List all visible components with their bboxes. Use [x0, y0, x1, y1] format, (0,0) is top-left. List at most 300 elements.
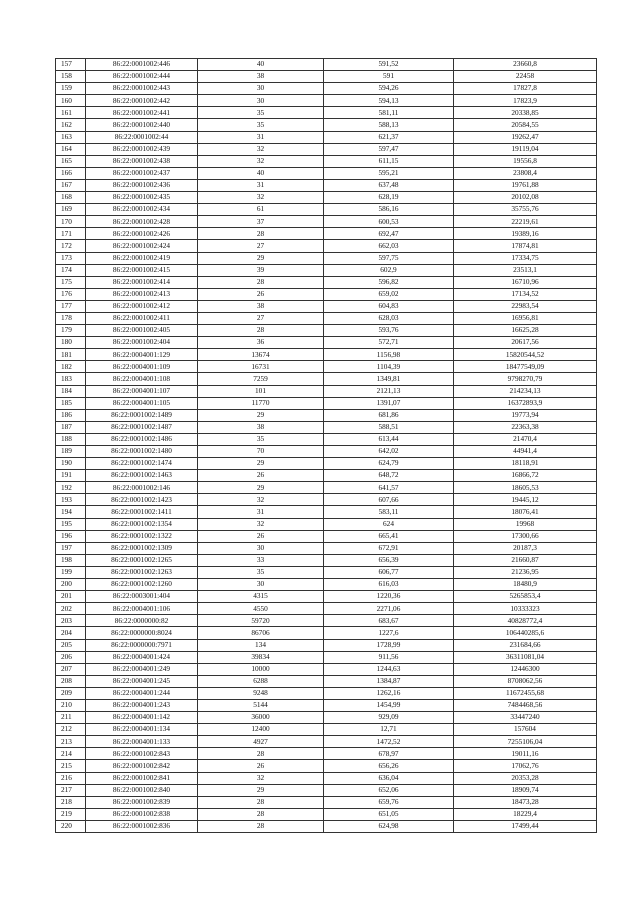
value-cell: 17062,76: [454, 760, 597, 772]
cadastral-number-cell: 86:22:0001002:1463: [86, 470, 198, 482]
row-number-cell: 162: [56, 119, 86, 131]
value-cell: 19761,88: [454, 179, 597, 191]
cadastral-number-cell: 86:22:0004001:244: [86, 687, 198, 699]
cadastral-number-cell: 86:22:0004001:133: [86, 736, 198, 748]
table-row: [56, 264, 597, 276]
area-cell: 4315: [198, 591, 324, 603]
rate-cell: 583,11: [324, 506, 454, 518]
value-cell: 21236,95: [454, 566, 597, 578]
rate-cell: 611,15: [324, 155, 454, 167]
value-cell: 19262,47: [454, 131, 597, 143]
rate-cell: 593,76: [324, 325, 454, 337]
rate-cell: 637,48: [324, 179, 454, 191]
cadastral-number-cell: 86:22:0004001:243: [86, 699, 198, 711]
area-cell: 38: [198, 421, 324, 433]
area-cell: 29: [198, 482, 324, 494]
value-cell: 22458: [454, 71, 597, 83]
cadastral-number-cell: 86:22:0001002:836: [86, 820, 198, 832]
table-row: [56, 579, 597, 591]
area-cell: 31: [198, 179, 324, 191]
cadastral-number-cell: 86:22:0004001:107: [86, 385, 198, 397]
cadastral-number-cell: 86:22:0001002:1354: [86, 518, 198, 530]
table-row: [56, 349, 597, 361]
cadastral-number-cell: 86:22:0001002:1309: [86, 542, 198, 554]
area-cell: 36: [198, 337, 324, 349]
table-row: [56, 216, 597, 228]
rate-cell: 616,03: [324, 579, 454, 591]
value-cell: 15820544,52: [454, 349, 597, 361]
row-number-cell: 161: [56, 107, 86, 119]
cadastral-number-cell: 86:22:0001002:839: [86, 796, 198, 808]
rate-cell: 1454,99: [324, 699, 454, 711]
cadastral-number-cell: 86:22:0001002:444: [86, 71, 198, 83]
value-cell: 10333323: [454, 603, 597, 615]
table-row: [56, 518, 597, 530]
area-cell: 35: [198, 119, 324, 131]
cadastral-number-cell: 86:22:0001002:434: [86, 204, 198, 216]
cadastral-number-cell: 86:22:0004001:109: [86, 361, 198, 373]
table-row: [56, 252, 597, 264]
cadastral-number-cell: 86:22:0001002:1322: [86, 530, 198, 542]
area-cell: 16731: [198, 361, 324, 373]
table-row: [56, 204, 597, 216]
area-cell: 35: [198, 566, 324, 578]
cadastral-number-cell: 86:22:0001002:1489: [86, 409, 198, 421]
area-cell: 86706: [198, 627, 324, 639]
cadastral-number-cell: 86:22:0004001:134: [86, 724, 198, 736]
area-cell: 70: [198, 446, 324, 458]
table-row: [56, 808, 597, 820]
row-number-cell: 219: [56, 808, 86, 820]
table-row: [56, 566, 597, 578]
table-row: [56, 591, 597, 603]
row-number-cell: 213: [56, 736, 86, 748]
rate-cell: 628,03: [324, 312, 454, 324]
table-row: [56, 433, 597, 445]
table-row: [56, 192, 597, 204]
row-number-cell: 220: [56, 820, 86, 832]
row-number-cell: 176: [56, 288, 86, 300]
value-cell: 16372893,9: [454, 397, 597, 409]
row-number-cell: 167: [56, 179, 86, 191]
value-cell: 44941,4: [454, 446, 597, 458]
cadastral-number-cell: 86:22:0001002:419: [86, 252, 198, 264]
cadastral-number-cell: 86:22:0001002:443: [86, 83, 198, 95]
rate-cell: 672,91: [324, 542, 454, 554]
cadastral-number-cell: 86:22:0001002:404: [86, 337, 198, 349]
row-number-cell: 159: [56, 83, 86, 95]
rate-cell: 597,75: [324, 252, 454, 264]
table-row: [56, 458, 597, 470]
cadastral-number-cell: 86:22:0001002:405: [86, 325, 198, 337]
cadastral-number-cell: 86:22:0001002:424: [86, 240, 198, 252]
area-cell: 26: [198, 760, 324, 772]
rate-cell: 607,66: [324, 494, 454, 506]
row-number-cell: 200: [56, 579, 86, 591]
area-cell: 35: [198, 433, 324, 445]
row-number-cell: 174: [56, 264, 86, 276]
row-number-cell: 206: [56, 651, 86, 663]
value-cell: 23808,4: [454, 167, 597, 179]
area-cell: 6288: [198, 675, 324, 687]
cadastral-number-cell: 86:22:0001002:442: [86, 95, 198, 107]
table-row: [56, 167, 597, 179]
area-cell: 38: [198, 300, 324, 312]
rate-cell: 648,72: [324, 470, 454, 482]
row-number-cell: 196: [56, 530, 86, 542]
value-cell: 21660,87: [454, 554, 597, 566]
table-row: [56, 699, 597, 711]
cadastral-number-cell: 86:22:0001002:439: [86, 143, 198, 155]
table-row: [56, 760, 597, 772]
value-cell: 20187,3: [454, 542, 597, 554]
table-row: [56, 312, 597, 324]
value-cell: 19556,8: [454, 155, 597, 167]
table-row: [56, 712, 597, 724]
row-number-cell: 181: [56, 349, 86, 361]
value-cell: 20584,55: [454, 119, 597, 131]
area-cell: 28: [198, 748, 324, 760]
table-row: [56, 724, 597, 736]
table-row: [56, 337, 597, 349]
table-row: [56, 675, 597, 687]
cadastral-number-cell: 86:22:0001002:414: [86, 276, 198, 288]
row-number-cell: 203: [56, 615, 86, 627]
table-row: [56, 615, 597, 627]
cadastral-number-cell: 86:22:0001002:435: [86, 192, 198, 204]
rate-cell: 662,03: [324, 240, 454, 252]
row-number-cell: 184: [56, 385, 86, 397]
rate-cell: 1156,98: [324, 349, 454, 361]
cadastral-number-cell: 86:22:0001002:438: [86, 155, 198, 167]
row-number-cell: 198: [56, 554, 86, 566]
cadastral-number-cell: 86:22:0000000:82: [86, 615, 198, 627]
value-cell: 16710,96: [454, 276, 597, 288]
area-cell: 28: [198, 796, 324, 808]
rate-cell: 656,26: [324, 760, 454, 772]
cadastral-number-cell: 86:22:0001002:1263: [86, 566, 198, 578]
area-cell: 9248: [198, 687, 324, 699]
table-row: [56, 71, 597, 83]
area-cell: 59720: [198, 615, 324, 627]
rate-cell: 1384,87: [324, 675, 454, 687]
value-cell: 8708062,56: [454, 675, 597, 687]
value-cell: 35755,76: [454, 204, 597, 216]
table-row: [56, 276, 597, 288]
area-cell: 37: [198, 216, 324, 228]
cadastral-number-cell: 86:22:0004001:129: [86, 349, 198, 361]
row-number-cell: 194: [56, 506, 86, 518]
rate-cell: 597,47: [324, 143, 454, 155]
rate-cell: 659,02: [324, 288, 454, 300]
rate-cell: 602,9: [324, 264, 454, 276]
cadastral-number-cell: 86:22:0001002:842: [86, 760, 198, 772]
row-number-cell: 169: [56, 204, 86, 216]
table-row: [56, 627, 597, 639]
row-number-cell: 163: [56, 131, 86, 143]
rate-cell: 659,76: [324, 796, 454, 808]
value-cell: 19445,12: [454, 494, 597, 506]
area-cell: 101: [198, 385, 324, 397]
area-cell: 32: [198, 772, 324, 784]
row-number-cell: 189: [56, 446, 86, 458]
area-cell: 29: [198, 252, 324, 264]
row-number-cell: 195: [56, 518, 86, 530]
table-row: [56, 421, 597, 433]
rate-cell: 1728,99: [324, 639, 454, 651]
area-cell: 28: [198, 228, 324, 240]
area-cell: 30: [198, 95, 324, 107]
value-cell: 22983,54: [454, 300, 597, 312]
area-cell: 13674: [198, 349, 324, 361]
area-cell: 29: [198, 409, 324, 421]
cadastral-number-cell: 86:22:0001002:1480: [86, 446, 198, 458]
table-row: [56, 288, 597, 300]
row-number-cell: 171: [56, 228, 86, 240]
table-row: [56, 506, 597, 518]
table-row: [56, 240, 597, 252]
cadastral-number-cell: 86:22:0001002:1487: [86, 421, 198, 433]
value-cell: 20102,08: [454, 192, 597, 204]
rate-cell: 12,71: [324, 724, 454, 736]
row-number-cell: 199: [56, 566, 86, 578]
row-number-cell: 187: [56, 421, 86, 433]
cadastral-number-cell: 86:22:0001002:415: [86, 264, 198, 276]
rate-cell: 595,21: [324, 167, 454, 179]
area-cell: 32: [198, 155, 324, 167]
rate-cell: 600,53: [324, 216, 454, 228]
value-cell: 33447240: [454, 712, 597, 724]
value-cell: 11672455,68: [454, 687, 597, 699]
rate-cell: 586,16: [324, 204, 454, 216]
area-cell: 28: [198, 325, 324, 337]
rate-cell: 681,86: [324, 409, 454, 421]
row-number-cell: 188: [56, 433, 86, 445]
row-number-cell: 207: [56, 663, 86, 675]
rate-cell: 1104,39: [324, 361, 454, 373]
rate-cell: 588,51: [324, 421, 454, 433]
area-cell: 30: [198, 83, 324, 95]
table-row: [56, 796, 597, 808]
table-row: [56, 663, 597, 675]
area-cell: 29: [198, 784, 324, 796]
table-row: [56, 228, 597, 240]
row-number-cell: 172: [56, 240, 86, 252]
row-number-cell: 214: [56, 748, 86, 760]
rate-cell: 588,13: [324, 119, 454, 131]
value-cell: 19011,16: [454, 748, 597, 760]
area-cell: 27: [198, 312, 324, 324]
cadastral-number-cell: 86:22:0004001:108: [86, 373, 198, 385]
rate-cell: 591,52: [324, 59, 454, 71]
value-cell: 17300,66: [454, 530, 597, 542]
area-cell: 29: [198, 458, 324, 470]
rate-cell: 594,13: [324, 95, 454, 107]
value-cell: 22219,61: [454, 216, 597, 228]
area-cell: 4927: [198, 736, 324, 748]
cadastral-number-cell: 86:22:0004001:105: [86, 397, 198, 409]
value-cell: 12446300: [454, 663, 597, 675]
value-cell: 20353,28: [454, 772, 597, 784]
rate-cell: 1472,52: [324, 736, 454, 748]
area-cell: 32: [198, 192, 324, 204]
area-cell: 5144: [198, 699, 324, 711]
table-row: [56, 687, 597, 699]
value-cell: 7255106,04: [454, 736, 597, 748]
rate-cell: 1244,63: [324, 663, 454, 675]
value-cell: 20617,56: [454, 337, 597, 349]
table-row: [56, 95, 597, 107]
value-cell: 17823,9: [454, 95, 597, 107]
cadastral-number-cell: 86:22:0000000:8024: [86, 627, 198, 639]
area-cell: 28: [198, 808, 324, 820]
row-number-cell: 211: [56, 712, 86, 724]
row-number-cell: 168: [56, 192, 86, 204]
value-cell: 214234,13: [454, 385, 597, 397]
row-number-cell: 191: [56, 470, 86, 482]
rate-cell: 1220,36: [324, 591, 454, 603]
rate-cell: 606,77: [324, 566, 454, 578]
area-cell: 11770: [198, 397, 324, 409]
area-cell: 10000: [198, 663, 324, 675]
table-row: [56, 373, 597, 385]
rate-cell: 636,04: [324, 772, 454, 784]
table-row: [56, 748, 597, 760]
cadastral-number-cell: 86:22:0001002:428: [86, 216, 198, 228]
value-cell: 18229,4: [454, 808, 597, 820]
table-row: [56, 736, 597, 748]
table-row: [56, 470, 597, 482]
area-cell: 40: [198, 59, 324, 71]
cadastral-number-cell: 86:22:0001002:843: [86, 748, 198, 760]
value-cell: 18076,41: [454, 506, 597, 518]
value-cell: 17334,75: [454, 252, 597, 264]
area-cell: 31: [198, 131, 324, 143]
table-row: [56, 820, 597, 832]
row-number-cell: 166: [56, 167, 86, 179]
area-cell: 36000: [198, 712, 324, 724]
cadastral-number-cell: 86:22:0003001:404: [86, 591, 198, 603]
row-number-cell: 160: [56, 95, 86, 107]
cadastral-number-cell: 86:22:0001002:840: [86, 784, 198, 796]
area-cell: 39834: [198, 651, 324, 663]
cadastral-number-cell: 86:22:0001002:436: [86, 179, 198, 191]
value-cell: 16625,28: [454, 325, 597, 337]
area-cell: 61: [198, 204, 324, 216]
area-cell: 26: [198, 470, 324, 482]
cadastral-number-cell: 86:22:0001002:1474: [86, 458, 198, 470]
row-number-cell: 186: [56, 409, 86, 421]
table-row: [56, 651, 597, 663]
value-cell: 18909,74: [454, 784, 597, 796]
rate-cell: 624,98: [324, 820, 454, 832]
row-number-cell: 165: [56, 155, 86, 167]
value-cell: 20338,85: [454, 107, 597, 119]
rate-cell: 624: [324, 518, 454, 530]
area-cell: 26: [198, 530, 324, 542]
rate-cell: 624,79: [324, 458, 454, 470]
table-row: [56, 155, 597, 167]
row-number-cell: 217: [56, 784, 86, 796]
area-cell: 7259: [198, 373, 324, 385]
rate-cell: 642,02: [324, 446, 454, 458]
row-number-cell: 205: [56, 639, 86, 651]
cadastral-number-cell: 86:22:0004001:142: [86, 712, 198, 724]
row-number-cell: 178: [56, 312, 86, 324]
area-cell: 30: [198, 579, 324, 591]
table-row: [56, 530, 597, 542]
value-cell: 18118,91: [454, 458, 597, 470]
row-number-cell: 193: [56, 494, 86, 506]
row-number-cell: 183: [56, 373, 86, 385]
area-cell: 31: [198, 506, 324, 518]
value-cell: 7484468,56: [454, 699, 597, 711]
value-cell: 18605,53: [454, 482, 597, 494]
row-number-cell: 210: [56, 699, 86, 711]
table-row: [56, 131, 597, 143]
table-row: [56, 361, 597, 373]
rate-cell: 692,47: [324, 228, 454, 240]
rate-cell: 1227,6: [324, 627, 454, 639]
area-cell: 32: [198, 143, 324, 155]
row-number-cell: 208: [56, 675, 86, 687]
row-number-cell: 204: [56, 627, 86, 639]
cadastral-number-cell: 86:22:0001002:441: [86, 107, 198, 119]
row-number-cell: 170: [56, 216, 86, 228]
value-cell: 17499,44: [454, 820, 597, 832]
table-row: [56, 143, 597, 155]
table-row: [56, 554, 597, 566]
row-number-cell: 164: [56, 143, 86, 155]
table-row: [56, 772, 597, 784]
row-number-cell: 173: [56, 252, 86, 264]
row-number-cell: 182: [56, 361, 86, 373]
rate-cell: 652,06: [324, 784, 454, 796]
rate-cell: 594,26: [324, 83, 454, 95]
table-row: [56, 446, 597, 458]
table-row: [56, 325, 597, 337]
value-cell: 231684,66: [454, 639, 597, 651]
cadastral-number-cell: 86:22:0001002:437: [86, 167, 198, 179]
area-cell: 26: [198, 288, 324, 300]
area-cell: 4550: [198, 603, 324, 615]
rate-cell: 641,57: [324, 482, 454, 494]
rate-cell: 929,09: [324, 712, 454, 724]
value-cell: 19968: [454, 518, 597, 530]
row-number-cell: 212: [56, 724, 86, 736]
rate-cell: 581,11: [324, 107, 454, 119]
cadastral-number-cell: 86:22:0004001:424: [86, 651, 198, 663]
cadastral-number-cell: 86:22:0001002:146: [86, 482, 198, 494]
value-cell: 17874,81: [454, 240, 597, 252]
value-cell: 23660,8: [454, 59, 597, 71]
area-cell: 33: [198, 554, 324, 566]
area-cell: 28: [198, 820, 324, 832]
value-cell: 16866,72: [454, 470, 597, 482]
value-cell: 22363,38: [454, 421, 597, 433]
table-row: [56, 542, 597, 554]
rate-cell: 2271,06: [324, 603, 454, 615]
rate-cell: 572,71: [324, 337, 454, 349]
value-cell: 21470,4: [454, 433, 597, 445]
table-row: [56, 385, 597, 397]
cadastral-number-cell: 86:22:0001002:426: [86, 228, 198, 240]
value-cell: 9798270,79: [454, 373, 597, 385]
rate-cell: 591: [324, 71, 454, 83]
area-cell: 30: [198, 542, 324, 554]
row-number-cell: 179: [56, 325, 86, 337]
rate-cell: 911,56: [324, 651, 454, 663]
